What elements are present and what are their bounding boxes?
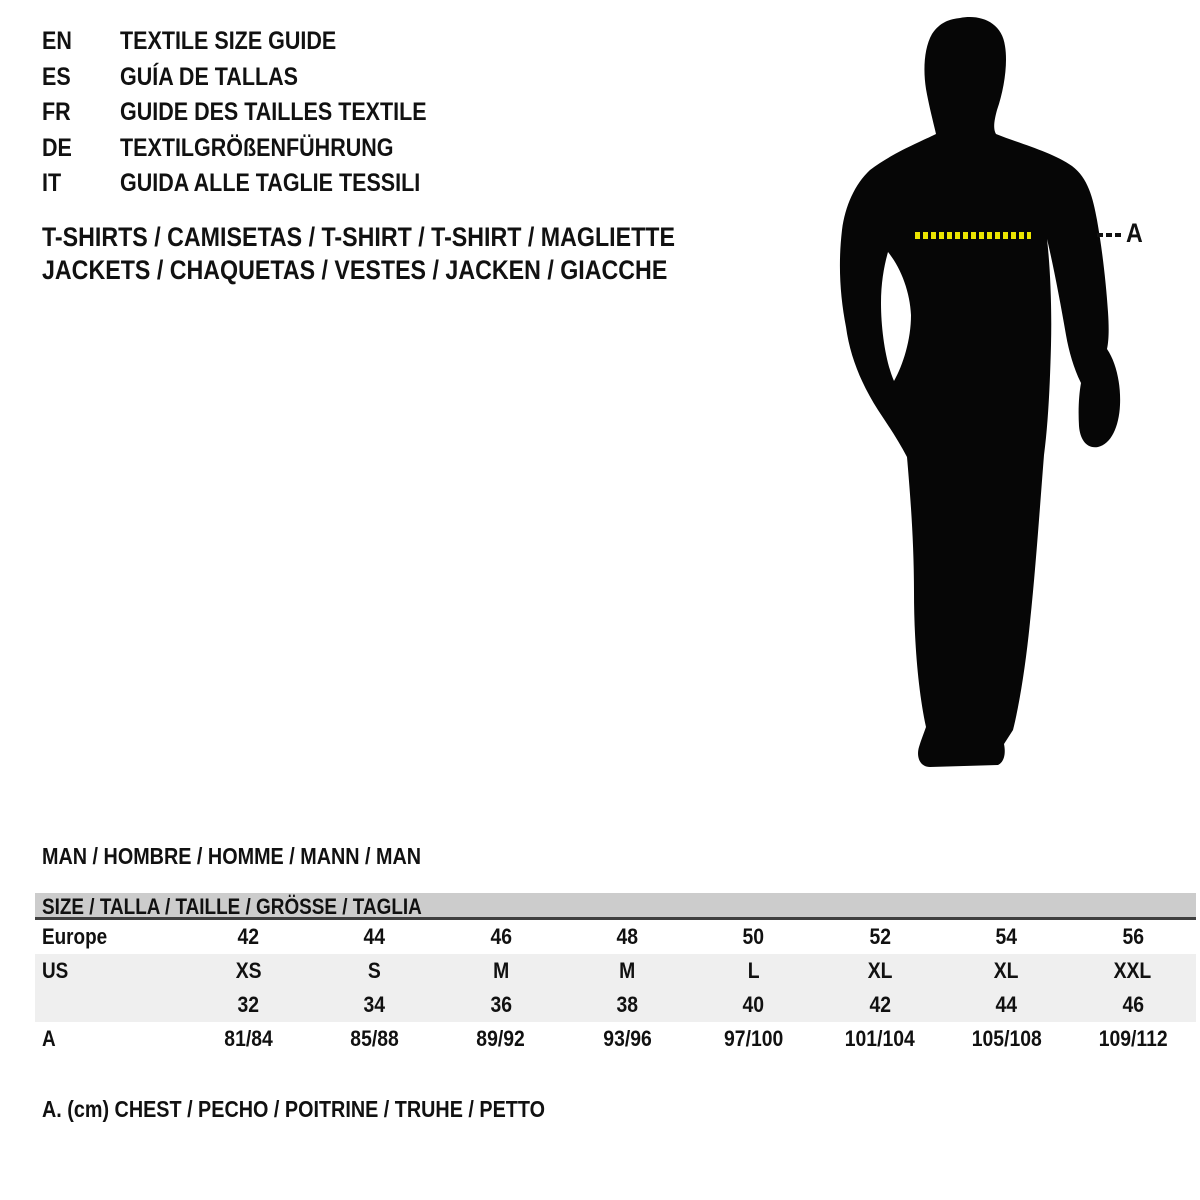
table-cell: XL (994, 958, 1019, 983)
language-title: TEXTILE SIZE GUIDE (120, 27, 337, 55)
table-cell: 89/92 (476, 1026, 526, 1051)
measure-footnote: A. (cm) CHEST / PECHO / POITRINE / TRUHE / PETTO (42, 1096, 545, 1122)
table-cell: 93/96 (603, 1026, 652, 1051)
category-list (42, 221, 778, 287)
language-code: FR (42, 98, 71, 126)
table-cell: 85/88 (350, 1026, 399, 1051)
language-row (42, 24, 477, 60)
table-cell: S (368, 958, 382, 983)
language-title: GUIDA ALLE TAGLIE TESSILI (120, 169, 421, 197)
table-cell: 48 (616, 924, 639, 949)
man-silhouette-figure (820, 0, 1200, 800)
table-cell: 34 (363, 992, 386, 1017)
table-cell: 52 (869, 924, 891, 949)
language-title: TEXTILGRÖßENFÜHRUNG (120, 133, 394, 162)
table-cell: XXL (1113, 958, 1152, 983)
table-cell: 42 (237, 924, 259, 949)
table-cell: 46 (490, 924, 512, 949)
row-label (35, 988, 185, 1022)
man-silhouette-svg (820, 0, 1200, 800)
category-tshirts: T-SHIRTS / CAMISETAS / T-SHIRT / T-SHIRT / MAGLIETTE (42, 222, 675, 252)
table-cell: XS (235, 958, 262, 983)
language-list (42, 24, 477, 202)
table-cell: 44 (995, 992, 1018, 1017)
table-row-us-numeric (35, 988, 1196, 1022)
table-row-chest (35, 1022, 1196, 1056)
table-row-europe (35, 920, 1196, 954)
language-title: GUIDE DES TAILLES TEXTILE (120, 98, 427, 126)
table-cell: 50 (742, 924, 765, 949)
table-cell: 56 (1122, 924, 1144, 949)
measure-callout-dash (1097, 233, 1122, 237)
language-code: IT (42, 169, 62, 197)
table-cell: 40 (742, 992, 765, 1017)
table-cell: 81/84 (223, 1026, 273, 1051)
table-cell: 97/100 (724, 1026, 784, 1051)
row-label: US (42, 958, 69, 983)
language-row (42, 60, 477, 96)
size-table-header: SIZE / TALLA / TAILLE / GRÖSSE / TAGLIA (35, 893, 1196, 920)
row-label: A (42, 1026, 56, 1051)
measure-label-a: A (1126, 218, 1143, 248)
language-row (42, 95, 477, 131)
section-title-man: MAN / HOMBRE / HOMME / MANN / MAN (42, 843, 422, 869)
table-cell: 109/112 (1098, 1026, 1168, 1051)
language-code: EN (42, 27, 72, 55)
size-table (35, 893, 1196, 1056)
table-row-us (35, 954, 1196, 988)
table-cell: 54 (995, 924, 1018, 949)
table-cell: XL (867, 958, 893, 983)
table-cell: 38 (616, 992, 639, 1017)
table-cell: 46 (1122, 992, 1144, 1017)
table-cell: 101/104 (845, 1026, 916, 1051)
row-label: Europe (42, 924, 108, 949)
table-cell: M (492, 958, 509, 983)
table-cell: 36 (490, 992, 512, 1017)
table-cell: L (747, 958, 760, 983)
table-cell: 42 (869, 992, 891, 1017)
table-cell: 32 (237, 992, 259, 1017)
man-silhouette-path (840, 17, 1120, 767)
language-row (42, 131, 477, 167)
language-row (42, 166, 477, 202)
table-cell: M (619, 958, 636, 983)
language-title: GUÍA DE TALLAS (120, 62, 298, 91)
table-cell: 44 (363, 924, 386, 949)
table-cell: 105/108 (971, 1026, 1042, 1051)
category-jackets: JACKETS / CHAQUETAS / VESTES / JACKEN / GIACCHE (42, 255, 668, 285)
chest-measure-dotted-line (915, 232, 1031, 239)
language-code: ES (42, 62, 71, 91)
language-code: DE (42, 133, 72, 162)
